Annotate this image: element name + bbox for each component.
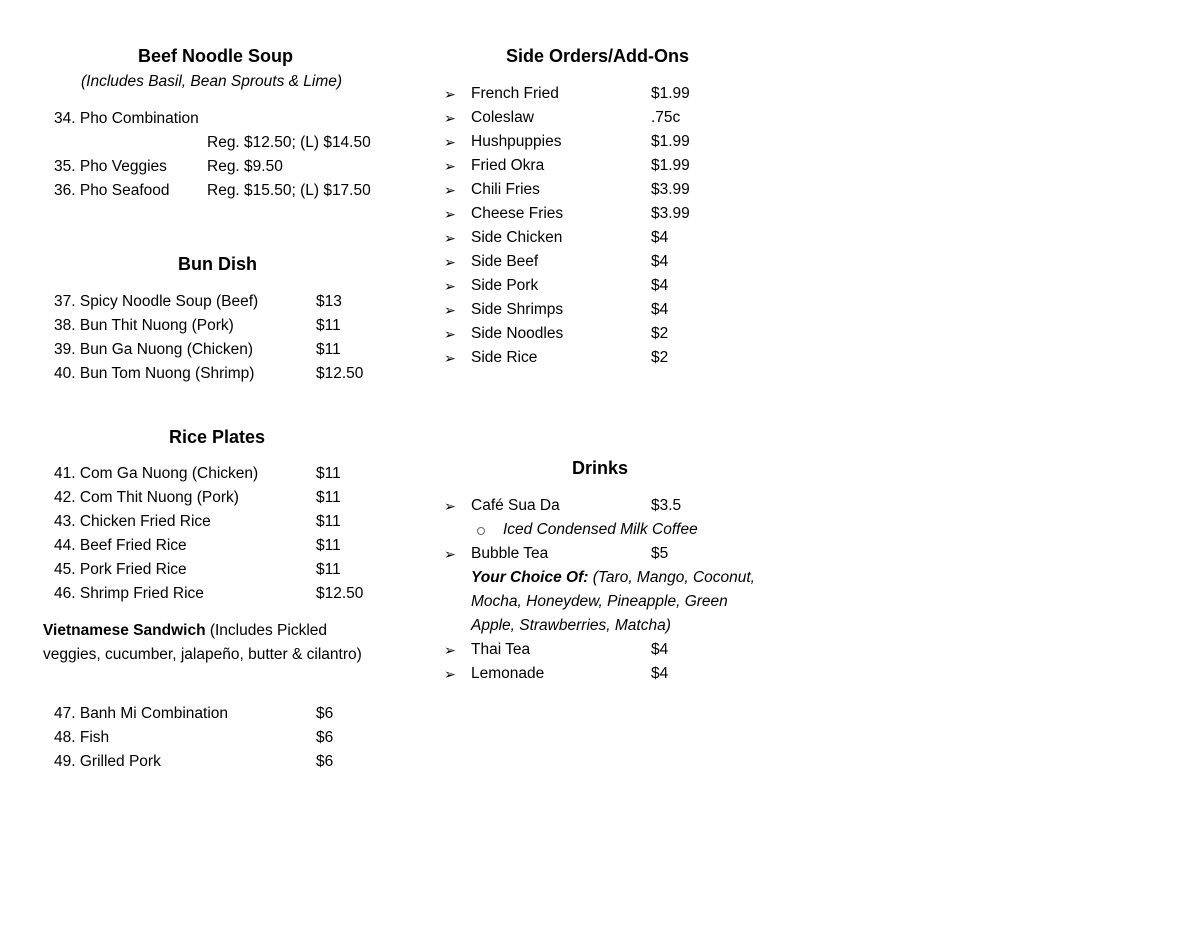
- arrow-bullet-icon: ➢: [444, 158, 456, 174]
- side-item-price: $3.99: [651, 181, 690, 198]
- menu-item-price: $11: [316, 317, 341, 334]
- side-item-price: $1.99: [651, 133, 690, 150]
- menu-item-price: Reg. $9.50: [207, 158, 283, 175]
- menu-item-name: 42. Com Thit Nuong (Pork): [54, 489, 239, 506]
- side-item-name: Fried Okra: [471, 157, 545, 174]
- side-item-price: $1.99: [651, 157, 690, 174]
- menu-item-name: 35. Pho Veggies: [54, 158, 167, 175]
- side-item-price: $4: [651, 253, 669, 270]
- arrow-bullet-icon: ➢: [444, 134, 456, 150]
- beef-noodle-subtitle: (Includes Basil, Bean Sprouts & Lime): [81, 73, 343, 90]
- arrow-bullet-icon: ➢: [444, 206, 456, 222]
- menu-item-price: $6: [316, 753, 334, 770]
- side-item-name: Side Rice: [471, 349, 538, 366]
- side-item-price: $4: [651, 277, 669, 294]
- sandwich-description: (Includes Pickled veggies, cucumber, jalapeño, butter & cilantro): [43, 622, 362, 663]
- sandwich-title: Vietnamese Sandwich: [43, 622, 206, 639]
- menu-item-name: 38. Bun Thit Nuong (Pork): [54, 317, 234, 334]
- arrow-bullet-icon: ➢: [444, 546, 456, 562]
- side-item-name: Cheese Fries: [471, 205, 564, 222]
- menu-item-name: 41. Com Ga Nuong (Chicken): [54, 465, 259, 482]
- menu-item-price: $11: [316, 561, 341, 578]
- drink-name: Bubble Tea: [471, 545, 549, 562]
- side-item-name: Side Chicken: [471, 229, 563, 246]
- side-item-price: $2: [651, 349, 669, 366]
- menu-item-price: $11: [316, 489, 341, 506]
- side-item-price: $4: [651, 301, 669, 318]
- side-item-name: Side Beef: [471, 253, 539, 270]
- arrow-bullet-icon: ➢: [444, 642, 456, 658]
- arrow-bullet-icon: ➢: [444, 666, 456, 682]
- circle-bullet-icon: [477, 527, 485, 535]
- menu-item-price: $12.50: [316, 365, 364, 382]
- arrow-bullet-icon: ➢: [444, 278, 456, 294]
- arrow-bullet-icon: ➢: [444, 326, 456, 342]
- menu-item-price: $11: [316, 465, 341, 482]
- menu-item-name: 36. Pho Seafood: [54, 182, 170, 199]
- arrow-bullet-icon: ➢: [444, 254, 456, 270]
- menu-item-name: 39. Bun Ga Nuong (Chicken): [54, 341, 254, 358]
- side-item-name: Side Pork: [471, 277, 539, 294]
- menu-item-name: 49. Grilled Pork: [54, 753, 161, 770]
- menu-item-price: $6: [316, 705, 334, 722]
- drink-name: Thai Tea: [471, 641, 531, 658]
- side-item-price: $4: [651, 229, 669, 246]
- drink-name: Café Sua Da: [471, 497, 560, 514]
- arrow-bullet-icon: ➢: [444, 498, 456, 514]
- bubble-choices-text: (Taro, Mango, Coconut,: [588, 569, 755, 586]
- menu-item-price: $12.50: [316, 585, 364, 602]
- drink-price: $5: [651, 545, 669, 562]
- bun-dish-title: Bun Dish: [178, 254, 257, 274]
- sides-title: Side Orders/Add-Ons: [506, 46, 690, 66]
- menu-item-name: 48. Fish: [54, 729, 110, 746]
- menu-item-name: 45. Pork Fried Rice: [54, 561, 187, 578]
- side-item-price: .75c: [651, 109, 681, 126]
- bubble-choice-label: Your Choice Of:: [471, 569, 589, 586]
- side-item-name: French Fried: [471, 85, 559, 102]
- menu-item-name: 47. Banh Mi Combination: [54, 705, 229, 722]
- arrow-bullet-icon: ➢: [444, 86, 456, 102]
- menu-item-name: 43. Chicken Fried Rice: [54, 513, 211, 530]
- arrow-bullet-icon: ➢: [444, 182, 456, 198]
- side-item-name: Hushpuppies: [471, 133, 562, 150]
- side-item-name: Side Shrimps: [471, 301, 564, 318]
- menu-item-name: 46. Shrimp Fried Rice: [54, 585, 204, 602]
- arrow-bullet-icon: ➢: [444, 110, 456, 126]
- beef-noodle-title: Beef Noodle Soup: [138, 46, 294, 66]
- sandwich-header: [43, 619, 363, 667]
- arrow-bullet-icon: ➢: [444, 302, 456, 318]
- drink-price: $4: [651, 641, 669, 658]
- side-item-name: Coleslaw: [471, 109, 534, 126]
- menu-item-price: Reg. $12.50; (L) $14.50: [207, 134, 371, 151]
- drink-price: $3.5: [651, 497, 682, 514]
- drink-price: $4: [651, 665, 669, 682]
- drink-note: Iced Condensed Milk Coffee: [503, 521, 698, 538]
- menu-item-price: Reg. $15.50; (L) $17.50: [207, 182, 371, 199]
- menu-item-name: 44. Beef Fried Rice: [54, 537, 187, 554]
- arrow-bullet-icon: ➢: [444, 230, 456, 246]
- menu-item-name: 37. Spicy Noodle Soup (Beef): [54, 293, 259, 310]
- menu-item-price: $6: [316, 729, 334, 746]
- side-item-price: $3.99: [651, 205, 690, 222]
- rice-plates-title: Rice Plates: [169, 427, 266, 447]
- bubble-choices-line-3: Apple, Strawberries, Matcha): [471, 617, 671, 634]
- drink-name: Lemonade: [471, 665, 545, 682]
- menu-item-price: $11: [316, 513, 341, 530]
- menu-item-name: 40. Bun Tom Nuong (Shrimp): [54, 365, 255, 382]
- menu-item-price: $11: [316, 341, 341, 358]
- menu-item-price: $13: [316, 293, 342, 310]
- drinks-title: Drinks: [572, 458, 629, 478]
- arrow-bullet-icon: ➢: [444, 350, 456, 366]
- menu-item-name: 34. Pho Combination: [54, 110, 199, 127]
- side-item-name: Side Noodles: [471, 325, 564, 342]
- bubble-choices-line-1: [471, 569, 755, 587]
- side-item-price: $1.99: [651, 85, 690, 102]
- side-item-price: $2: [651, 325, 669, 342]
- menu-item-price: $11: [316, 537, 341, 554]
- bubble-choices-line-2: Mocha, Honeydew, Pineapple, Green: [471, 593, 728, 610]
- side-item-name: Chili Fries: [471, 181, 540, 198]
